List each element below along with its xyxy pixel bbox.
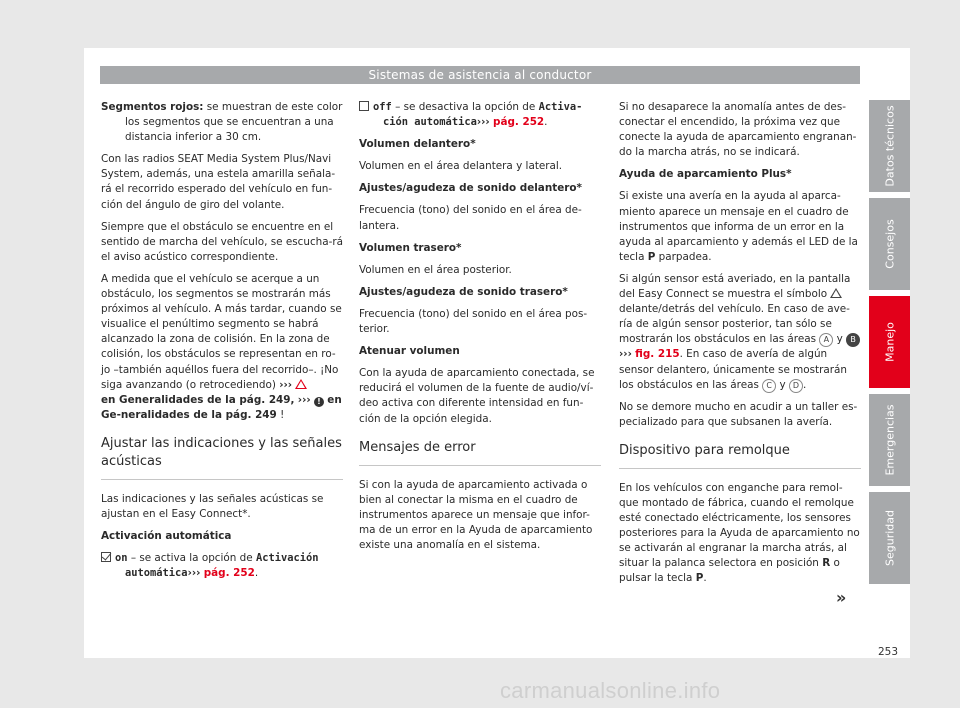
- link-fig-215[interactable]: fig. 215: [635, 348, 680, 361]
- link-generalidades-2[interactable]: en Ge-neralidades de la pág. 249: [101, 393, 342, 421]
- text-trailer: [619, 481, 861, 587]
- warning-icon: [295, 379, 307, 389]
- park-failure-text: Si existe una avería en la ayuda al aparca-miento aparece un mensaje en el cuadro de instrumentos que informa de un error en la ayuda al aparcamiento y además el LED de la tecla: [619, 190, 858, 263]
- section-heading-errors: Mensajes de error: [359, 439, 601, 466]
- page-header: Sistemas de asistencia al conductor: [100, 66, 860, 84]
- park-key-icon: P: [647, 250, 656, 263]
- subheading-attenuate: Atenuar volumen: [359, 345, 460, 358]
- warning-icon: [830, 288, 842, 298]
- tab-seguridad[interactable]: [869, 492, 910, 584]
- tab-label: Emergencias: [883, 404, 896, 476]
- tab-emergencias[interactable]: [869, 394, 910, 486]
- text-workshop: No se demore mucho en acudir a un taller es-pecializado para que subsanen la avería.: [619, 400, 858, 428]
- sensor-text-f: .: [802, 378, 807, 391]
- area-c-badge: C: [762, 379, 776, 393]
- subheading-auto-activation: Activación automática: [101, 530, 232, 543]
- arrow-ref: ›››: [619, 348, 632, 361]
- section-heading-trailer: Dispositivo para remolque: [619, 442, 861, 469]
- subheading-rear-volume: Volumen trasero*: [359, 241, 462, 254]
- subheading-park-assist-plus: Ayuda de aparcamiento Plus*: [619, 168, 792, 181]
- on-option: Activación automática: [125, 552, 319, 580]
- link-page-252[interactable]: pág. 252: [493, 116, 545, 129]
- link-page-252[interactable]: pág. 252: [203, 567, 255, 580]
- tab-label: Consejos: [883, 219, 896, 269]
- on-label: on: [115, 552, 128, 565]
- on-text: – se activa la opción de: [127, 552, 256, 565]
- sensor-text-a: Si algún sensor está averiado, en la pantalla del Easy Connect se muestra el símbolo: [619, 272, 851, 301]
- text-anomaly: Si no desaparece la anomalía antes de des-conectar el encendido, la próxima vez que conecte la ayuda de aparcamiento engranan-do la marcha atrás, no se indicará.: [619, 101, 857, 159]
- subheading-front-pitch: Ajustes/agudeza de sonido delantero*: [359, 182, 582, 195]
- continue-arrow-icon: »: [836, 588, 847, 607]
- tab-label: Seguridad: [883, 510, 896, 566]
- arrow-ref: ›››: [279, 378, 293, 391]
- tab-label: Datos técnicos: [883, 105, 896, 187]
- area-a-badge: A: [819, 333, 833, 347]
- off-label: off: [373, 101, 392, 113]
- subheading-rear-pitch: Ajustes/agudeza de sonido trasero*: [359, 285, 568, 298]
- page-number: 253: [878, 646, 899, 658]
- collision-end: !: [276, 408, 285, 421]
- sensor-text-d: . En caso de avería de algún sensor delantero, únicamente se mostrarán los obstáculos en las áreas: [619, 348, 847, 391]
- checkbox-checked-icon: [101, 552, 111, 562]
- checkbox-unchecked-icon: [359, 101, 369, 111]
- column-1: [101, 100, 343, 588]
- subheading-front-volume: Volumen delantero*: [359, 138, 476, 151]
- column-3: [619, 100, 861, 594]
- tab-manejo[interactable]: [869, 296, 910, 388]
- text-rear-volume: Volumen en el área posterior.: [359, 263, 512, 276]
- text-front-volume: Volumen en el área delantera y lateral.: [359, 160, 563, 173]
- gear-r-label: R: [822, 557, 831, 570]
- option-on: [101, 551, 343, 581]
- trailer-text-b: o pulsar la tecla: [619, 557, 840, 585]
- sensor-text-b: delante/detrás del vehículo. En caso de ave-ría de algún sensor posterior, tan sólo se mostrarán los obstáculos en las áreas: [619, 303, 850, 346]
- off-text: – se desactiva la opción de: [391, 101, 539, 113]
- tab-consejos[interactable]: [869, 198, 910, 290]
- area-b-badge: B: [846, 333, 860, 347]
- arrow-ref: ›››: [297, 393, 311, 406]
- text-park-assist-failure: [619, 189, 861, 264]
- text-attenuate: Con la ayuda de aparcamiento conectada, se reducirá el volumen de la fuente de audio/ví-deo activa con diferente intensidad en fun-ción de la opción elegida.: [359, 367, 595, 425]
- off-option: Activa-ción automática: [383, 101, 583, 129]
- option-off: [359, 100, 601, 130]
- paragraph-radios: Con las radios SEAT Media System Plus/Navi System, además, una estela amarilla señala-rá el recorrido esperado del vehículo en fun-ción del ángulo de giro del volante.: [101, 153, 336, 211]
- sensor-text-e: y: [776, 378, 789, 391]
- paragraph-red-segments: [101, 100, 343, 145]
- red-segments-label: Segmentos rojos:: [101, 101, 204, 113]
- red-segments-text: se muestran de este color los segmentos que se encuentran a una distancia inferior a 30 cm.: [125, 101, 343, 144]
- text-sensor-failure: [619, 272, 861, 393]
- park-key-icon: P: [695, 572, 704, 585]
- trailer-text-a: En los vehículos con enganche para remol-que montado de fábrica, cuando el remolque esté conectado eléctricamente, los sensores posteriores para la Ayuda de aparcamiento no se activarán al engranar la marcha atrás, al situar la palanca selectora en posición: [619, 481, 860, 570]
- tab-datos-tecnicos[interactable]: [869, 100, 910, 192]
- text-front-pitch: Frecuencia (tono) del sonido en el área de-lantera.: [359, 204, 582, 232]
- on-end: .: [254, 567, 259, 580]
- link-generalidades-1[interactable]: en Generalidades de la pág. 249,: [101, 393, 295, 406]
- sensor-text-c: y: [833, 333, 847, 346]
- park-failure-end: parpadea.: [655, 250, 712, 263]
- off-end: .: [544, 116, 548, 129]
- paragraph-collision: [101, 272, 343, 423]
- paragraph-acoustic: Siempre que el obstáculo se encuentre en el sentido de marcha del vehículo, se escucha-rá el aviso acústico correspondiente.: [101, 220, 344, 263]
- arrow-ref: ›››: [476, 116, 490, 129]
- text-errors: Si con la ayuda de aparcamiento activada o bien al conectar la misma en el cuadro de instrumentos aparece un mensaje que infor-ma de un error en la Ayuda de aparcamiento existe una anomalía en el sistema.: [359, 478, 593, 551]
- tab-label: Manejo: [883, 322, 896, 362]
- trailer-text-c: .: [703, 572, 707, 585]
- area-d-badge: D: [789, 379, 803, 393]
- watermark: carmanualsonline.info: [500, 678, 721, 703]
- column-2: [359, 100, 601, 560]
- arrow-ref: ›››: [187, 567, 201, 580]
- text-rear-pitch: Frecuencia (tono) del sonido en el área pos-terior.: [359, 307, 588, 336]
- caution-icon: !: [314, 397, 324, 407]
- section-heading-adjust: Ajustar las indicaciones y las señales acústicas: [101, 435, 343, 480]
- collision-text: A medida que el vehículo se acerque a un obstáculo, los segmentos se mostrarán más próximos al vehículo. A más tardar, cuando se visualice el penúltimo segmento se habrá alcanzado la zona de colisión. En la zona de colisión, los obstáculos se representan en ro-jo –también aquéllos fuera del recorrido–. ¡No siga avanzando (o retrocediendo): [101, 272, 342, 391]
- paragraph-easy-connect: Las indicaciones y las señales acústicas se ajustan en el Easy Connect*.: [101, 492, 324, 520]
